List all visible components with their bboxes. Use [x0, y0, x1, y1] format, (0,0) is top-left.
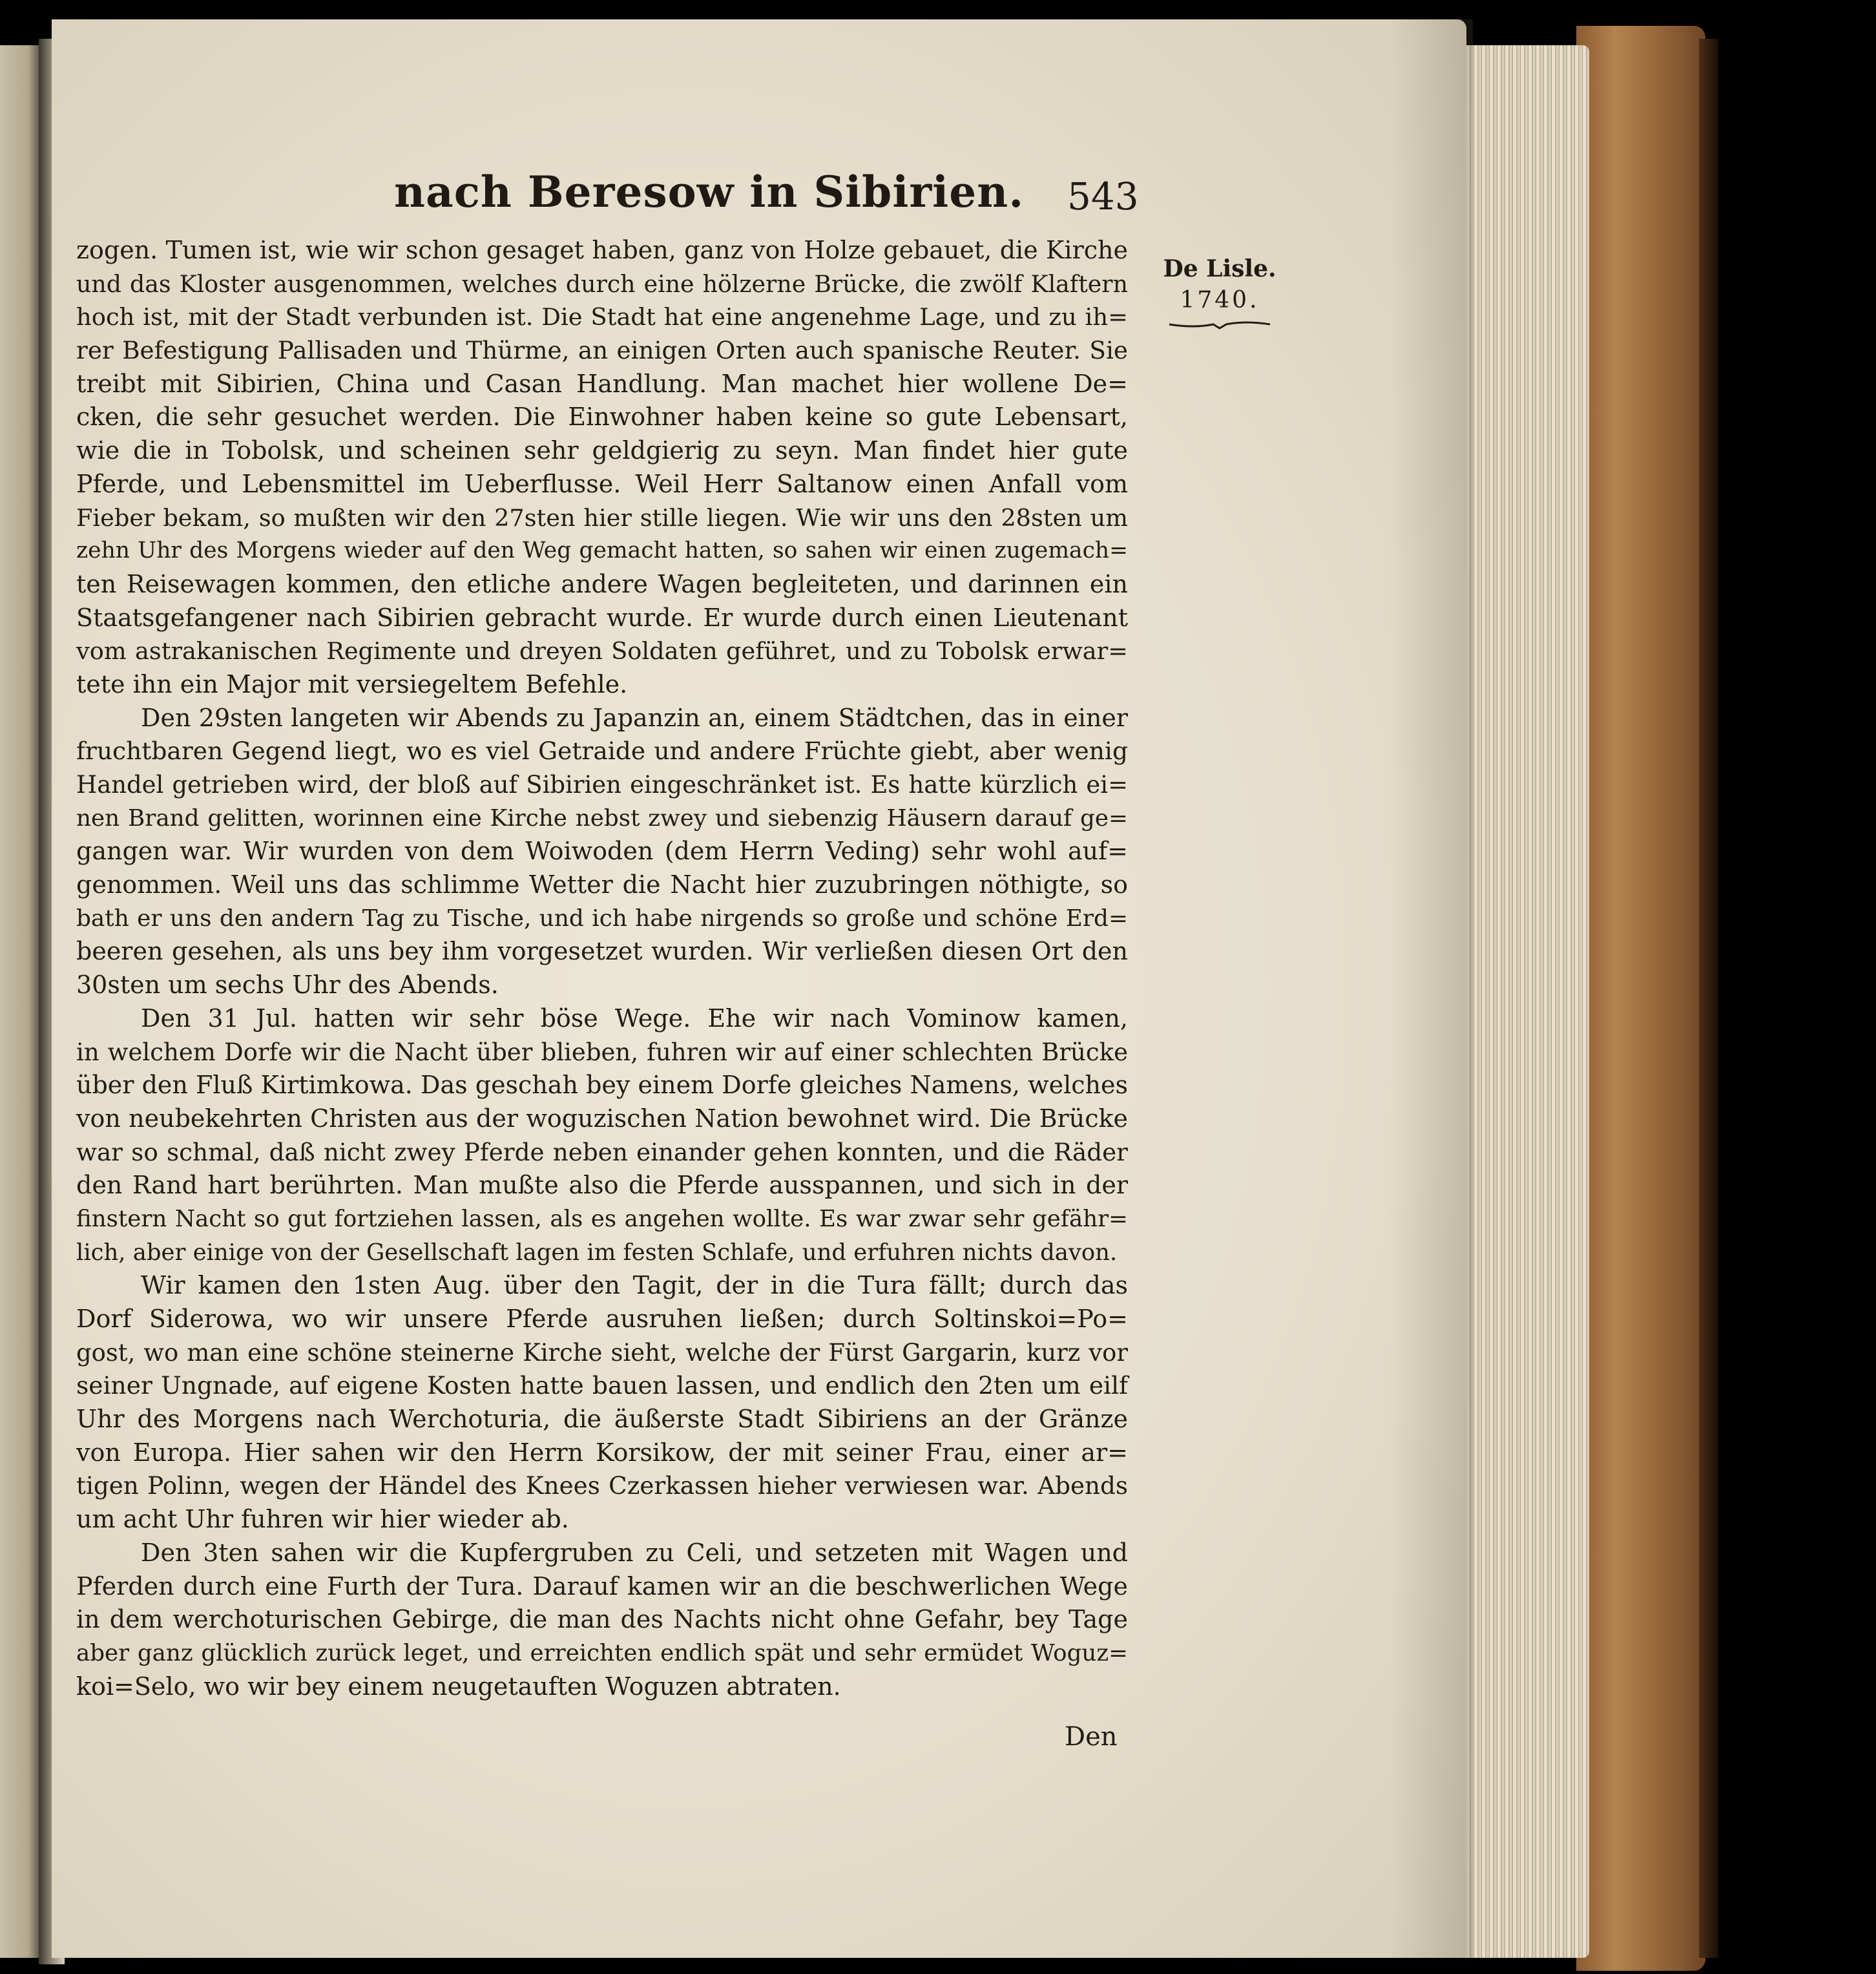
text-line: gost, wo man eine schöne steinerne Kirche sieht, welche der Fürst Gargarin, kurz vor — [76, 1338, 1128, 1367]
margin-note-year: 1740. — [1180, 287, 1260, 313]
ornamental-rule-icon — [1168, 319, 1271, 331]
page-shadow — [1389, 19, 1473, 1958]
margin-note — [1149, 253, 1291, 331]
text-line: Uhr des Morgens nach Werchoturia, die äußerste Stadt Sibiriens an der Gränze — [76, 1405, 1128, 1434]
text-line: und das Kloster ausgenommen, welches durch eine hölzerne Brücke, die zwölf Klaftern — [76, 269, 1128, 298]
text-line: tigen Polinn, wegen der Händel des Knees Czerkassen hieher verwiesen war. Abends — [76, 1471, 1128, 1500]
text-line: Dorf Siderowa, wo wir unsere Pferde ausruhen ließen; durch Soltinskoi=Po= — [76, 1305, 1128, 1333]
text-line: seiner Ungnade, auf eigene Kosten hatte bauen lassen, und endlich den 2ten um eilf — [76, 1371, 1128, 1400]
text-line: genommen. Weil uns das schlimme Wetter die Nacht hier zuzubringen nöthigte, so — [76, 870, 1128, 899]
text-line: wie die in Tobolsk, und scheinen sehr geldgierig zu seyn. Man findet hier gute — [76, 436, 1128, 465]
paragraph-start-line: Den 3ten sahen wir die Kupfergruben zu Celi, und setzeten mit Wagen und — [141, 1538, 1128, 1567]
text-line: gangen war. Wir wurden von dem Woiwoden (dem Herrn Veding) sehr wohl auf= — [76, 837, 1128, 866]
text-line: fruchtbaren Gegend liegt, wo es viel Getraide und andere Früchte giebt, aber wenig — [76, 737, 1128, 766]
text-line: zehn Uhr des Morgens wieder auf den Weg gemacht hatten, so sahen wir einen zugemach= — [76, 538, 1128, 564]
text-line: vom astrakanischen Regimente und dreyen Soldaten geführet, und zu Tobolsk erwar= — [76, 637, 1128, 666]
text-line: hoch ist, mit der Stadt verbunden ist. Die Stadt hat eine angenehme Lage, und zu ih= — [76, 303, 1128, 331]
text-line: tete ihn ein Major mit versiegeltem Befehle. — [76, 669, 628, 698]
running-head: nach Beresow in Sibirien. — [394, 167, 1025, 217]
text-line: finstern Nacht so gut fortziehen lassen, als es angehen wollte. Es war zwar sehr gefähr= — [76, 1205, 1128, 1232]
text-line: cken, die sehr gesuchet werden. Die Einwohner haben keine so gute Lebensart, — [76, 403, 1128, 432]
text-line: koi=Selo, wo wir bey einem neugetauften Woguzen abtraten. — [76, 1672, 841, 1701]
text-line: von Europa. Hier sahen wir den Herrn Korsikow, der mit seiner Frau, einer ar= — [76, 1438, 1128, 1467]
text-line: in dem werchoturischen Gebirge, die man des Nachts nicht ohne Gefahr, bey Tage — [76, 1605, 1128, 1634]
text-line: Staatsgefangener nach Sibirien gebracht wurde. Er wurde durch einen Lieutenant — [76, 603, 1128, 632]
text-line: von neubekehrten Christen aus der woguzischen Nation bewohnet wird. Die Brücke — [76, 1104, 1128, 1133]
text-line: rer Befestigung Pallisaden und Thürme, an einigen Orten auch spanische Reuter. Sie — [76, 336, 1128, 365]
text-line: um acht Uhr fuhren wir hier wieder ab. — [76, 1505, 569, 1534]
text-line: lich, aber einige von der Gesellschaft lagen im festen Schlafe, und erfuhren nichts davon. — [76, 1239, 1118, 1266]
body-text — [76, 234, 1128, 1703]
text-line: über den Fluß Kirtimkowa. Das geschah bey einem Dorfe gleiches Namens, welches — [76, 1071, 1128, 1100]
page-number: 543 — [1067, 174, 1139, 218]
facing-page-edge — [0, 45, 40, 1958]
text-line: bath er uns den andern Tag zu Tische, und ich habe nirgends so große und schöne Erd= — [76, 905, 1128, 932]
paragraph-start-line: Den 29sten langeten wir Abends zu Japanzin an, einem Städtchen, das in einer — [141, 703, 1128, 732]
text-line: Pferden durch eine Furth der Tura. Darauf kamen wir an die beschwerlichen Wege — [76, 1571, 1128, 1601]
text-line: in welchem Dorfe wir die Nacht über blieben, fuhren wir auf einer schlechten Brücke — [76, 1038, 1128, 1066]
text-line: zogen. Tumen ist, wie wir schon gesaget haben, ganz von Holze gebauet, die Kirche — [76, 236, 1128, 264]
text-line: war so schmal, daß nicht zwey Pferde neben einander gehen konnten, und die Räder — [76, 1137, 1128, 1166]
text-line: treibt mit Sibirien, China und Casan Handlung. Man machet hier wollene De= — [76, 369, 1128, 398]
margin-note-place: De Lisle. — [1163, 255, 1277, 282]
text-line: ten Reisewagen kommen, den etliche andere Wagen begleiteten, und darinnen ein — [76, 569, 1128, 598]
text-line: 30sten um sechs Uhr des Abends. — [76, 971, 499, 1000]
text-line: Fieber bekam, so mußten wir den 27sten hier stille liegen. Wie wir uns den 28sten um — [76, 503, 1128, 532]
text-line: Pferde, und Lebensmittel im Ueberflusse. Weil Herr Saltanow einen Anfall vom — [76, 469, 1128, 498]
text-line: nen Brand gelitten, worinnen eine Kirche nebst zwey und siebenzig Häusern darauf ge= — [76, 804, 1128, 832]
cover-shadow — [1699, 39, 1718, 1958]
paragraph-start-line: Den 31 Jul. hatten wir sehr böse Wege. Ehe wir nach Vominow kamen, — [141, 1003, 1128, 1033]
text-line: aber ganz glücklich zurück leget, und erreichten endlich spät und sehr ermüdet Woguz= — [76, 1639, 1128, 1666]
paragraph-start-line: Wir kamen den 1sten Aug. über den Tagit, der in die Tura fällt; durch das — [141, 1271, 1128, 1300]
page-block-edges — [1466, 45, 1589, 1958]
text-line: Handel getrieben wird, der bloß auf Sibirien eingeschränket ist. Es hatte kürzlich ei= — [76, 771, 1128, 799]
book-cover-edge — [1576, 26, 1705, 1971]
text-line: beeren gesehen, als uns bey ihm vorgesetzet wurden. Wir verließen diesen Ort den — [76, 937, 1128, 966]
text-line: den Rand hart berührten. Man mußte also die Pferde ausspannen, und sich in der — [76, 1171, 1128, 1200]
catchword: Den — [1065, 1722, 1118, 1752]
